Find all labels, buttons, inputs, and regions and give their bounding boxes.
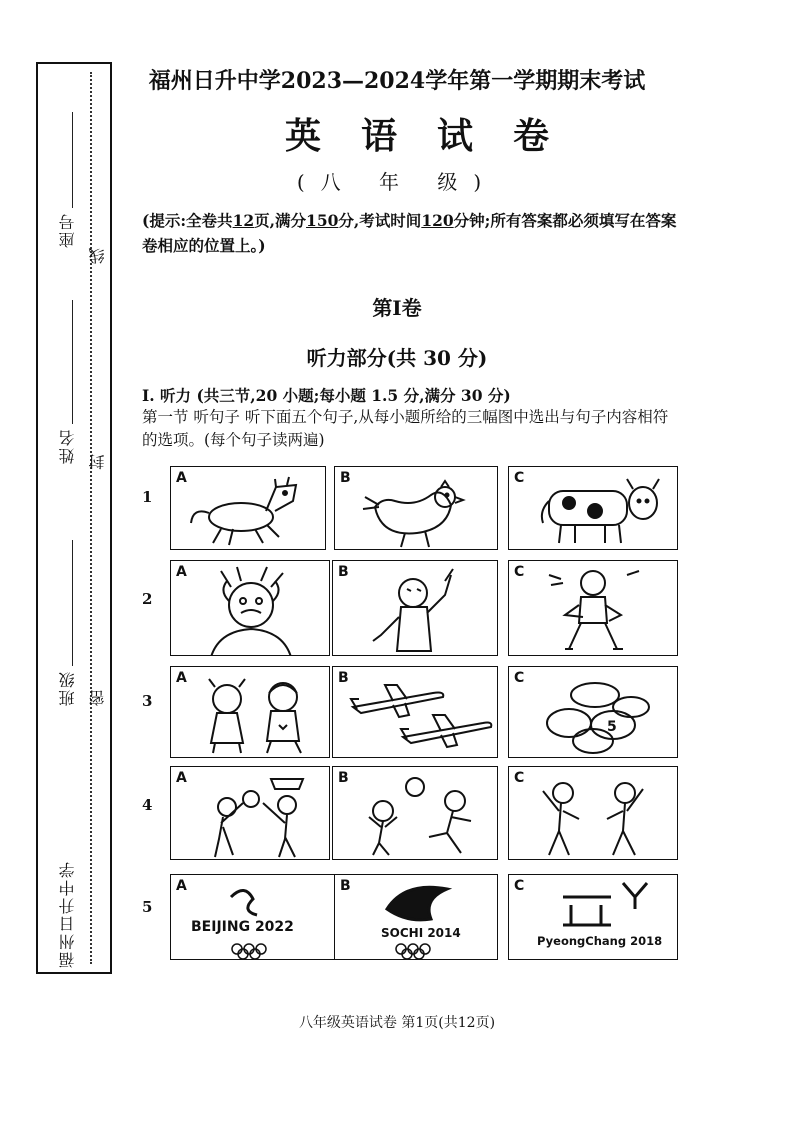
binding-strip xyxy=(36,62,112,974)
q4-option-b[interactable] xyxy=(332,766,498,860)
class-field-line xyxy=(72,540,73,666)
q4-option-a[interactable] xyxy=(170,766,330,860)
option-label: C xyxy=(514,878,525,894)
name-label: 姓名 xyxy=(58,428,77,464)
q1-option-b[interactable] xyxy=(334,466,498,550)
option-label: A xyxy=(176,470,187,486)
q5-option-c[interactable] xyxy=(508,874,678,960)
question-number: 3 xyxy=(142,692,153,710)
exercise-icon xyxy=(509,767,678,860)
option-label: A xyxy=(176,878,187,894)
notice-pages: 12 xyxy=(232,211,255,230)
option-label: B xyxy=(338,670,349,686)
option-label: B xyxy=(338,770,349,786)
q4-option-c[interactable] xyxy=(508,766,678,860)
option-label: C xyxy=(514,770,525,786)
q3-option-c[interactable] xyxy=(508,666,678,758)
seal-char-line: 线 xyxy=(88,246,107,264)
section-description: 第一节 听句子 听下面五个句子,从每小题所给的三幅图中选出与句子内容相符的选项。(每个句子读两遍) xyxy=(142,408,669,449)
q2-option-c[interactable] xyxy=(508,560,678,656)
notice-minutes: 120 xyxy=(421,211,454,230)
hen-icon xyxy=(335,467,498,550)
school-label: 福州日升中学 xyxy=(58,860,77,968)
volume-title: 第Ⅰ卷 xyxy=(372,296,422,320)
basketball-icon xyxy=(171,767,330,860)
beijing-2022-logo xyxy=(171,875,346,960)
q1-option-a[interactable] xyxy=(170,466,326,550)
seal-char-secret: 密 xyxy=(88,688,107,706)
option-label: A xyxy=(176,564,187,580)
seal-dotted-line xyxy=(90,72,92,964)
cow-icon xyxy=(509,467,678,550)
question-number: 1 xyxy=(142,488,153,506)
option-label: C xyxy=(514,564,525,580)
option-label: A xyxy=(176,670,187,686)
horse-icon xyxy=(171,467,326,550)
q2-option-a[interactable] xyxy=(170,560,330,656)
dolls-icon xyxy=(171,667,330,758)
q3-option-b[interactable] xyxy=(332,666,498,758)
option-label: B xyxy=(340,878,351,894)
notice-text-1: (提示:全卷共 xyxy=(142,211,233,230)
notice-text-4: 分钟;所有答案都必须填写在答案卷相应的位置上。) xyxy=(142,211,677,255)
option-label: B xyxy=(340,470,351,486)
exam-notice xyxy=(142,208,682,258)
logo-text: SOCHI 2014 xyxy=(381,926,461,940)
headache-icon xyxy=(171,561,330,656)
grade-title: (八 年 级) xyxy=(296,170,498,194)
stomachache-icon xyxy=(509,561,678,656)
option-label: C xyxy=(514,670,525,686)
q1-option-c[interactable] xyxy=(508,466,678,550)
pyeongchang-2018-logo xyxy=(509,875,678,960)
q5-option-a[interactable] xyxy=(170,874,346,960)
sochi-2014-logo xyxy=(335,875,498,960)
section-heading: Ⅰ. 听力 (共三节,20 小题;每小题 1.5 分,满分 30 分) xyxy=(142,386,511,405)
class-label: 班级 xyxy=(58,670,77,706)
option-label: A xyxy=(176,770,187,786)
subject-title: 英语试卷 xyxy=(284,115,589,157)
notice-score: 150 xyxy=(306,211,339,230)
q2-option-b[interactable] xyxy=(332,560,498,656)
notice-text-3: 分,考试时间 xyxy=(338,211,422,230)
option-label: B xyxy=(338,564,349,580)
question-number: 4 xyxy=(142,796,153,814)
svg-text:5: 5 xyxy=(607,719,617,735)
listening-title: 听力部分(共 30 分) xyxy=(306,346,488,370)
q3-option-a[interactable] xyxy=(170,666,330,758)
coins-icon xyxy=(509,667,678,758)
notice-text-2: 页,满分 xyxy=(254,211,307,230)
question-number: 5 xyxy=(142,898,153,916)
option-label: C xyxy=(514,470,525,486)
question-number: 2 xyxy=(142,590,153,608)
seal-char-seal: 封 xyxy=(88,452,107,470)
seat-label: 座号 xyxy=(58,212,77,248)
exam-title: 福州日升中学2023—2024学年第一学期期末考试 xyxy=(148,68,646,94)
airplanes-icon xyxy=(333,667,498,758)
injured-man-icon xyxy=(333,561,498,656)
logo-text: PyeongChang 2018 xyxy=(537,934,663,948)
soccer-icon xyxy=(333,767,498,860)
page-footer: 八年级英语试卷 第1页(共12页) xyxy=(298,1015,496,1031)
logo-text: BEIJING 2022 xyxy=(191,919,294,935)
q5-option-b[interactable] xyxy=(334,874,498,960)
